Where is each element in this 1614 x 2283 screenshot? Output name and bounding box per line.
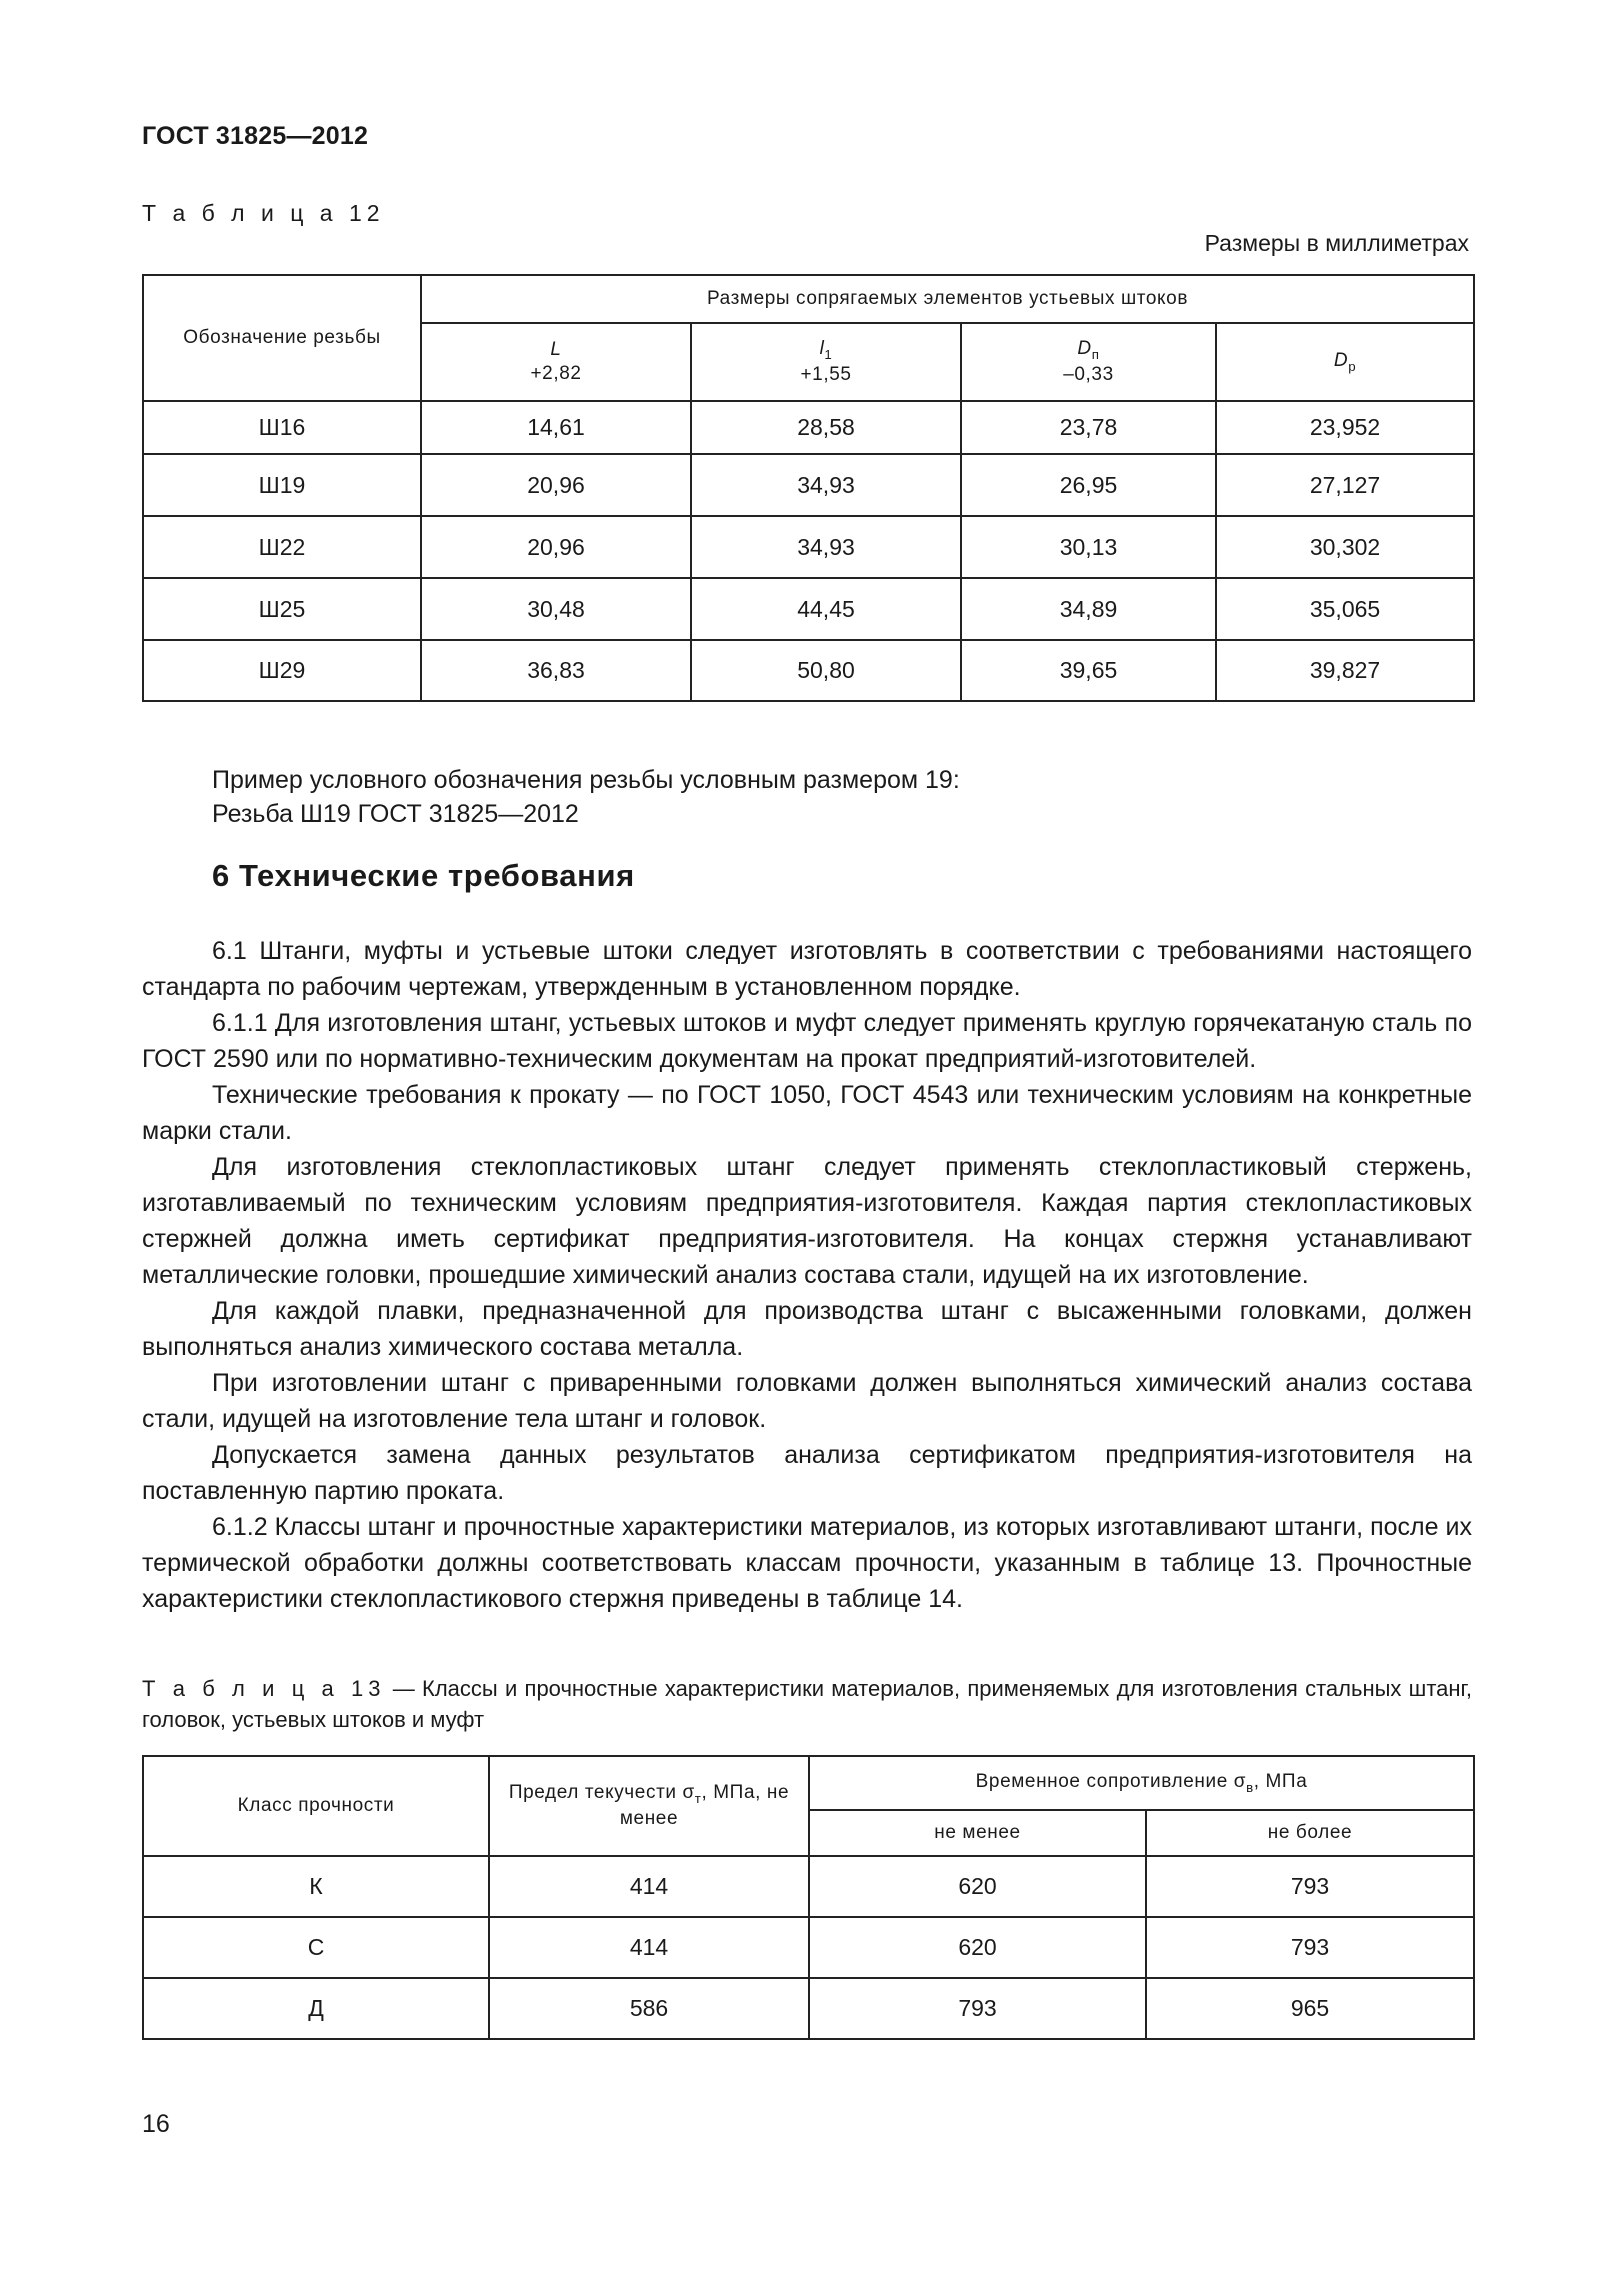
header-l1: $l_1$ +1,55 xyxy=(691,323,961,401)
header-tensile: Временное сопротивление $\sigma_в$, МПа xyxy=(809,1756,1474,1810)
section-body xyxy=(142,933,1472,1617)
header-Dn: $D_п$ –0,33 xyxy=(961,323,1216,401)
header-class: Класс прочности xyxy=(143,1756,489,1856)
header-group: Размеры сопрягаемых элементов устьевых штоков xyxy=(421,275,1474,323)
paragraph: 6.1.2 Классы штанг и прочностные характеристики материалов, из которых изготавливают штанги, после их термической обработки должны соответствовать классам прочности, указанным в таблице 13. Прочностные характеристики стеклопластикового стержня приведены в таблице 14. xyxy=(142,1513,1472,1613)
header-max: не более xyxy=(1146,1810,1474,1856)
table-row: Ш19 20,96 34,93 26,95 27,127 xyxy=(143,454,1474,516)
header-L: L +2,82 xyxy=(421,323,691,401)
page-number: 16 xyxy=(142,2110,170,2138)
paragraph: Для изготовления стеклопластиковых штанг следует применять стеклопластиковый стержень, изготавливаемый по техническим условиям предприятия-изготовителя. Каждая партия стеклопластиковых стержней должна иметь сертификат предприятия-изготовителя. На концах стержня устанавливают металлические головки, прошедшие химический анализ состава стали, идущей на их изготовление. xyxy=(142,1153,1472,1289)
table13-caption: Т а б л и ц а 13 — Классы и прочностные характеристики материалов, применяемых для изготовления стальных штанг, головок, устьевых штоков и муфт xyxy=(142,1676,1472,1732)
table-row: Ш29 36,83 50,80 39,65 39,827 xyxy=(143,640,1474,701)
table-row: Ш16 14,61 28,58 23,78 23,952 xyxy=(143,401,1474,454)
paragraph: Допускается замена данных результатов анализа сертификатом предприятия-изготовителя на поставленную партию проката. xyxy=(142,1441,1472,1505)
paragraph: Для каждой плавки, предназначенной для производства штанг с высаженными головками, должен выполняться анализ химического состава металла. xyxy=(142,1297,1472,1361)
paragraph: 6.1 Штанги, муфты и устьевые штоки следует изготовлять в соответствии с требованиями настоящего стандарта по рабочим чертежам, утвержденным в установленном порядке. xyxy=(142,937,1472,1001)
header-yield: Предел текучести $\sigma_т$, МПа, не менее xyxy=(489,1756,809,1856)
table-row: Ш25 30,48 44,45 34,89 35,065 xyxy=(143,578,1474,640)
table-row: С 414 620 793 xyxy=(143,1917,1474,1978)
header-min: не менее xyxy=(809,1810,1146,1856)
table-row: Ш22 20,96 34,93 30,13 30,302 xyxy=(143,516,1474,578)
document-id: ГОСТ 31825—2012 xyxy=(142,122,369,150)
section-title: 6 Технические требования xyxy=(212,858,635,893)
table12-caption: Т а б л и ц а 12 xyxy=(142,200,385,226)
table12-units: Размеры в миллиметрах xyxy=(1204,230,1469,256)
paragraph: Технические требования к прокату — по ГОСТ 1050, ГОСТ 4543 или техническим условиям на конкретные марки стали. xyxy=(142,1081,1472,1145)
table-12 xyxy=(142,274,1475,702)
table-row: Д 586 793 965 xyxy=(143,1978,1474,2039)
paragraph: 6.1.1 Для изготовления штанг, устьевых штоков и муфт следует применять круглую горячекатаную сталь по ГОСТ 2590 или по нормативно-техническим документам на прокат предприятий-изготовителей. xyxy=(142,1009,1472,1073)
header-Dp: $D_р$ xyxy=(1216,323,1474,401)
paragraph: При изготовлении штанг с приваренными головками должен выполняться химический анализ состава стали, идущей на изготовление тела штанг и головок. xyxy=(142,1369,1472,1433)
table-row: К 414 620 793 xyxy=(143,1856,1474,1917)
header-designation: Обозначение резьбы xyxy=(143,275,421,401)
table-13 xyxy=(142,1755,1475,2040)
designation-example: Пример условного обозначения резьбы условным размером 19: Резьба Ш19 ГОСТ 31825—2012 xyxy=(212,766,960,828)
